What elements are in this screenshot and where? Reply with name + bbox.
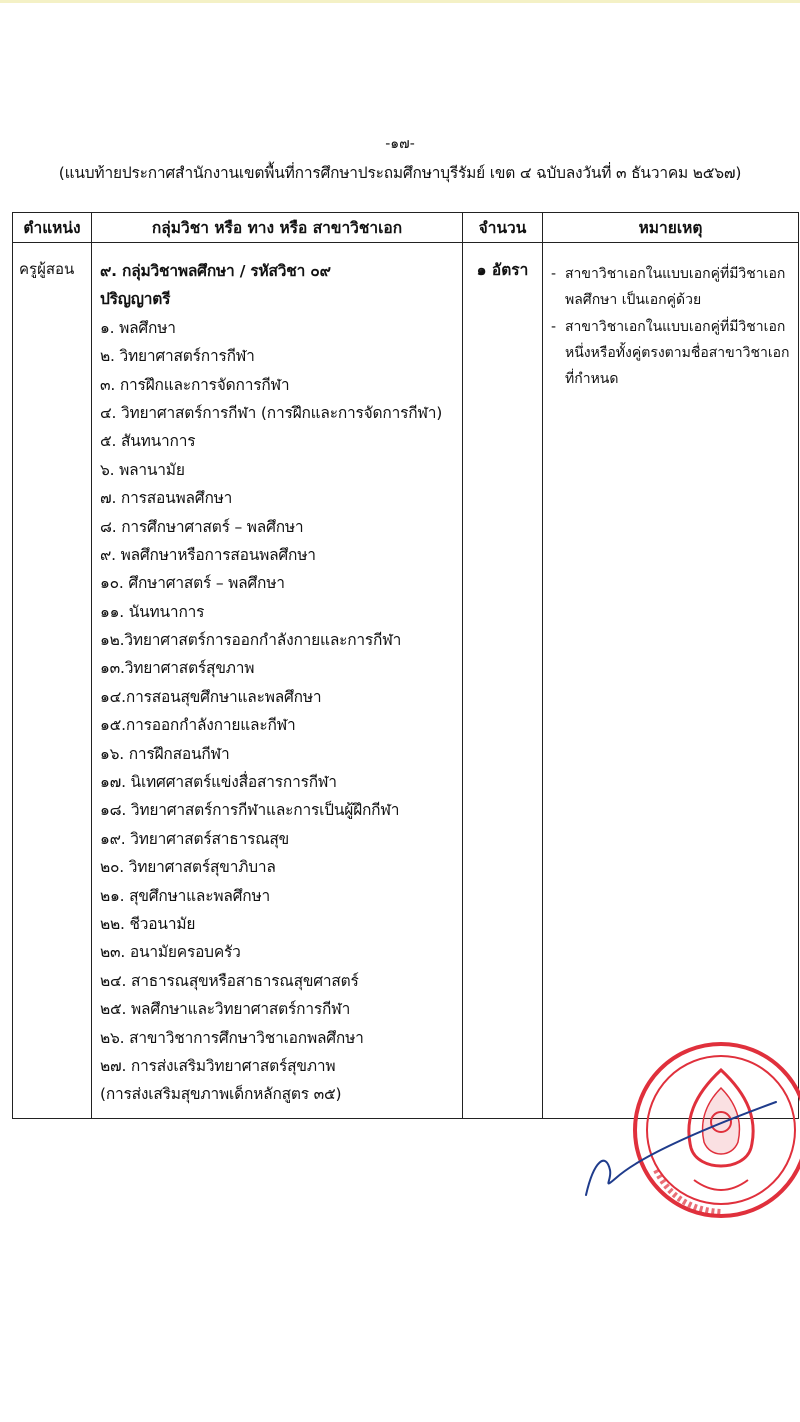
major-item: ๒๑. สุขศึกษาและพลศึกษา: [100, 886, 270, 905]
subject-group-title: ๙. กลุ่มวิชาพลศึกษา / รหัสวิชา ๐๙: [100, 262, 331, 280]
remark-text: สาขาวิชาเอกในแบบเอกคู่ที่มีวิชาเอก หนึ่งหรือทั้งคู่ตรงตามชื่อสาขาวิชาเอก ที่กำหนด: [565, 319, 790, 387]
major-item: ๒๕. พลศึกษาและวิทยาศาสตร์การกีฬา: [100, 1000, 351, 1019]
degree-label: ปริญญาตรี: [100, 290, 171, 309]
qualification-table: [12, 212, 799, 1119]
major-item: ๘. การศึกษาศาสตร์ – พลศึกษา: [100, 517, 304, 536]
document-subtitle: (แนบท้ายประกาศสำนักงานเขตพื้นที่การศึกษาประถมศึกษาบุรีรัมย์ เขต ๔ ฉบับลงวันที่ ๓ ธันวาคม ๒๕๖๗): [58, 164, 742, 182]
remark-item: [551, 314, 798, 392]
major-item: ๑๘. วิทยาศาสตร์การกีฬาและการเป็นผู้ฝึกกีฬา: [100, 801, 400, 820]
major-item: ๒. วิทยาศาสตร์การกีฬา: [100, 347, 255, 366]
remark-bullet: -: [551, 266, 557, 282]
major-item: ๑๗. นิเทศศาสตร์แข่งสื่อสารการกีฬา: [100, 773, 337, 792]
major-item: ๖. พลานามัย: [100, 460, 185, 479]
major-item: ๑. พลศึกษา: [100, 318, 176, 337]
page-number: -๑๗-: [385, 136, 415, 152]
major-item: ๒๒. ชีวอนามัย: [100, 914, 196, 933]
major-item: ๒๓. อนามัยครอบครัว: [100, 943, 241, 962]
major-item: ๑๙. วิทยาศาสตร์สาธารณสุข: [100, 829, 290, 848]
remark-item: [551, 261, 798, 313]
header-subject: กลุ่มวิชา หรือ ทาง หรือ สาขาวิชาเอก: [92, 213, 463, 243]
major-item: ๒๗. การส่งเสริมวิทยาศาสตร์สุขภาพ: [100, 1056, 336, 1075]
major-item: ๑๖. การฝึกสอนกีฬา: [100, 744, 230, 763]
major-item: ๑๕.การออกกำลังกายและกีฬา: [100, 716, 296, 735]
major-item: ๑๒.วิทยาศาสตร์การออกกำลังกายและการกีฬา: [100, 631, 402, 650]
major-item: ๗. การสอนพลศึกษา: [100, 489, 233, 508]
table-row: [13, 243, 799, 1119]
major-item: ๑๔.การสอนสุขศึกษาและพลศึกษา: [100, 687, 322, 706]
major-item: ๓. การฝึกและการจัดการกีฬา: [100, 375, 290, 394]
count-cell: ๑ อัตรา: [463, 243, 543, 1119]
position-cell: ครูผู้สอน: [13, 243, 92, 1119]
top-edge-line: [0, 0, 800, 3]
remark-text: สาขาวิชาเอกในแบบเอกคู่ที่มีวิชาเอก พลศึกษา เป็นเอกคู่ด้วย: [565, 266, 786, 308]
major-item: ๑๐. ศึกษาศาสตร์ – พลศึกษา: [100, 574, 285, 593]
major-item: ๕. สันทนาการ: [100, 432, 196, 451]
subject-cell: [92, 243, 463, 1119]
table-header-row: [13, 213, 799, 243]
major-item: ๑๑. นันทนาการ: [100, 602, 205, 621]
major-item: ๒๔. สาธารณสุขหรือสาธารณสุขศาสตร์: [100, 971, 359, 990]
major-item: ๙. พลศึกษาหรือการสอนพลศึกษา: [100, 545, 316, 564]
remark-bullet: -: [551, 319, 557, 335]
major-item: ๒๖. สาขาวิชาการศึกษาวิชาเอกพลศึกษา: [100, 1028, 364, 1047]
header-remark: หมายเหตุ: [543, 213, 799, 243]
major-item: ๒๐. วิทยาศาสตร์สุขาภิบาล: [100, 858, 276, 877]
header-count: จำนวน: [463, 213, 543, 243]
remark-cell: [543, 243, 799, 1119]
header-position: ตำแหน่ง: [13, 213, 92, 243]
major-item: ๑๓.วิทยาศาสตร์สุขภาพ: [100, 659, 255, 678]
major-item: ๔. วิทยาศาสตร์การกีฬา (การฝึกและการจัดการกีฬา): [100, 403, 443, 422]
major-item-note: (การส่งเสริมสุขภาพเด็กหลักสูตร ๓๕): [100, 1085, 342, 1104]
